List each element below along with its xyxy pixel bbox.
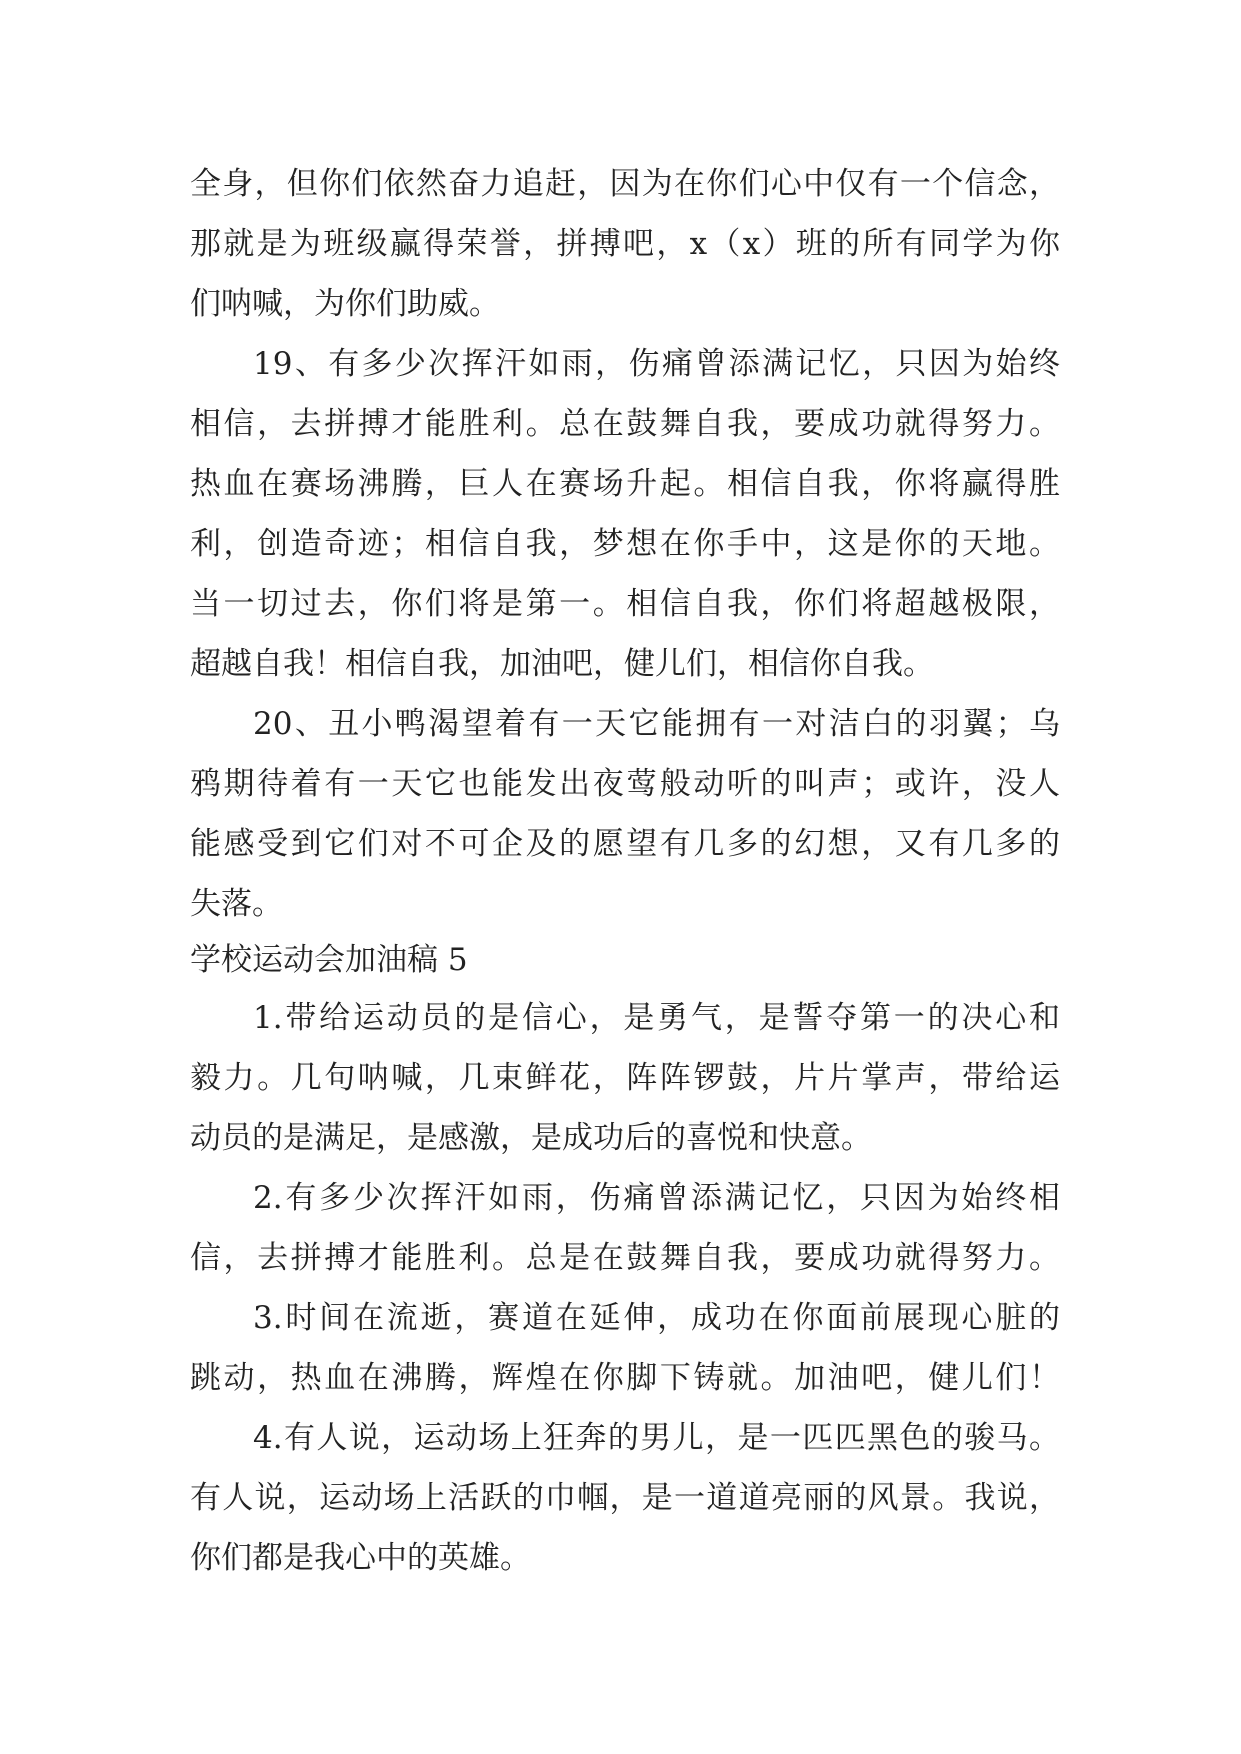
text-line: 有人说，运动场上活跃的巾帼，是一道道亮丽的风景。我说， [190,1480,1060,1516]
text-line: 能感受到它们对不可企及的愿望有几多的幻想，又有几多的 [190,826,1060,862]
text-line: 信，去拼搏才能胜利。总是在鼓舞自我，要成功就得努力。 [190,1240,1060,1276]
text-line: 你们都是我心中的英雄。 [190,1540,531,1576]
text-line: 利，创造奇迹；相信自我，梦想在你手中，这是你的天地。 [190,526,1060,562]
text-line: 动员的是满足，是感激，是成功后的喜悦和快意。 [190,1120,872,1156]
text-line: 当一切过去，你们将是第一。相信自我，你们将超越极限， [190,586,1060,622]
text-line: 3.时间在流逝，赛道在延伸，成功在你面前展现心脏的 [253,1300,1060,1336]
text-line: 全身，但你们依然奋力追赶，因为在你们心中仅有一个信念， [190,166,1060,202]
text-line: 毅力。几句呐喊，几束鲜花，阵阵锣鼓，片片掌声，带给运 [190,1060,1060,1096]
text-line: 相信，去拼搏才能胜利。总在鼓舞自我，要成功就得努力。 [190,406,1060,442]
text-line: 那就是为班级赢得荣誉，拼搏吧，x（x）班的所有同学为你 [190,226,1060,262]
text-line: 4.有人说，运动场上狂奔的男儿，是一匹匹黑色的骏马。 [253,1420,1060,1456]
section-heading: 学校运动会加油稿 5 [190,942,468,978]
text-line: 鸦期待着有一天它也能发出夜莺般动听的叫声；或许，没人 [190,766,1060,802]
text-line: 们呐喊，为你们助威。 [190,286,500,322]
text-line: 2.有多少次挥汗如雨，伤痛曾添满记忆，只因为始终相 [253,1180,1060,1216]
text-line: 超越自我！相信自我，加油吧，健儿们，相信你自我。 [190,646,934,682]
text-line: 失落。 [190,886,283,922]
text-line: 跳动，热血在沸腾，辉煌在你脚下铸就。加油吧，健儿们！ [190,1360,1060,1396]
text-line: 19、有多少次挥汗如雨，伤痛曾添满记忆，只因为始终 [253,346,1060,382]
text-line: 20、丑小鸭渴望着有一天它能拥有一对洁白的羽翼；乌 [253,706,1060,742]
text-line: 1.带给运动员的是信心，是勇气，是誓夺第一的决心和 [253,1000,1060,1036]
text-line: 热血在赛场沸腾，巨人在赛场升起。相信自我，你将赢得胜 [190,466,1060,502]
